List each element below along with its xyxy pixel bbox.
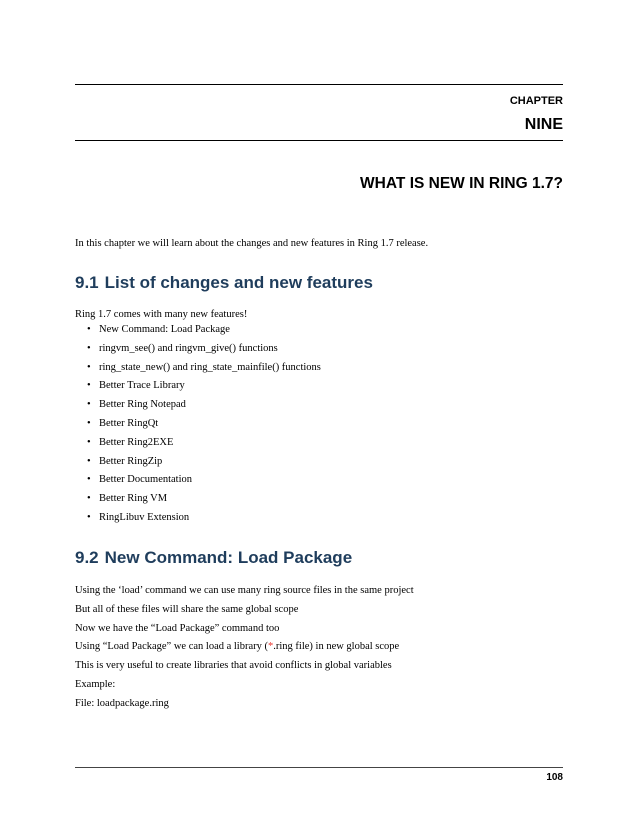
list-item: • Better Ring VM (87, 493, 168, 505)
list-item: • ring_state_new() and ring_state_mainfile() functions (87, 361, 321, 373)
section-title: List of changes and new features (104, 273, 373, 292)
paragraph: Now we have the “Load Package” command too (75, 623, 280, 634)
paragraph: Using “Load Package” we can load a library (*.ring file) in new global scope (75, 641, 400, 652)
section-number: 9.2 (75, 548, 99, 567)
chapter-number: NINE (524, 116, 563, 133)
feature-list (87, 323, 321, 530)
paragraph: This is very useful to create libraries that avoid conflicts in global variables (75, 660, 392, 671)
paragraph: Example: (75, 679, 116, 690)
list-item: • Better Trace Library (87, 380, 185, 392)
section-heading-9-1 (75, 273, 373, 293)
paragraph: But all of these files will share the same global scope (75, 604, 299, 615)
chapter-title: WHAT IS NEW IN RING 1.7? (360, 175, 563, 192)
header-bottom-rule (75, 140, 563, 141)
list-item: • Better Documentation (87, 474, 193, 486)
section-title: New Command: Load Package (104, 548, 353, 567)
list-item: • Better Ring2EXE (87, 436, 174, 448)
header-top-rule (75, 84, 563, 85)
section1-lead: Ring 1.7 comes with many new features! (75, 309, 248, 320)
section-number: 9.1 (75, 273, 99, 292)
chapter-label: CHAPTER (509, 95, 563, 107)
list-item: • Better RingZip (87, 455, 163, 467)
paragraph: File: loadpackage.ring (75, 698, 169, 709)
list-item: • Better RingQt (87, 417, 159, 429)
page-number: 108 (546, 772, 563, 783)
intro-paragraph: In this chapter we will learn about the changes and new features in Ring 1.7 release. (75, 238, 429, 249)
list-item: • Better Ring Notepad (87, 399, 186, 411)
footnote-reference-link[interactable]: * (268, 641, 274, 652)
section-heading-9-2 (75, 548, 352, 568)
list-item: • New Command: Load Package (87, 324, 230, 335)
paragraph: Using the ‘load’ command we can use many ring source files in the same project (75, 585, 414, 596)
list-item: • ringvm_see() and ringvm_give() functions (87, 342, 278, 354)
list-item: • RingLibuv Extension (87, 511, 190, 523)
footer-rule (75, 767, 563, 768)
